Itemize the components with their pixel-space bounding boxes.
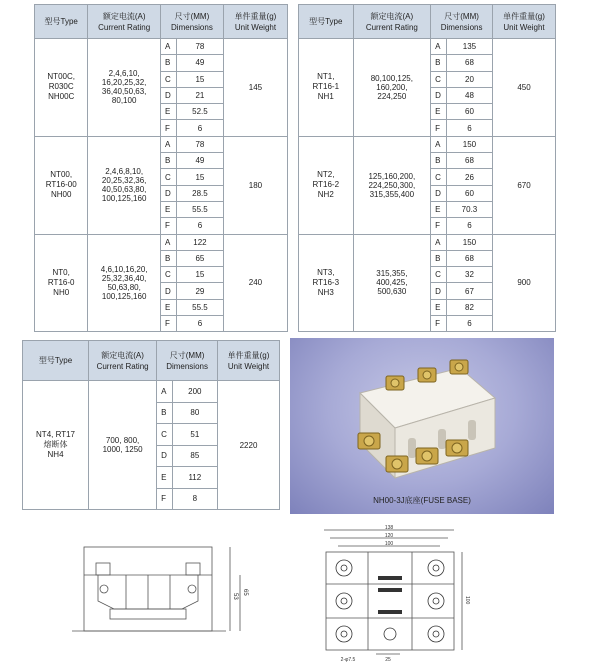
current-line: 100,125,160 xyxy=(101,291,147,301)
model-line: NH3 xyxy=(317,287,334,297)
model-line: NT2, xyxy=(317,170,335,180)
bottom-dim-25: 25 xyxy=(385,657,391,662)
current-line: 40,50,63,80, xyxy=(101,185,147,195)
table-row xyxy=(35,39,288,55)
dimension-letter: C xyxy=(431,71,447,87)
dimension-letter: F xyxy=(157,488,172,510)
dimension-letter: C xyxy=(160,267,176,283)
dimension-value: 6 xyxy=(176,316,223,332)
current-line: 100,125,160 xyxy=(101,194,147,204)
dimension-letter: A xyxy=(160,234,176,250)
dimension-value: 68 xyxy=(446,55,492,71)
header-dimensions: 尺寸(MM) Dimensions xyxy=(160,5,223,39)
current-line: 2,4,6,10, xyxy=(108,69,140,79)
top-view-drawing xyxy=(316,524,476,662)
dimension-letter: D xyxy=(431,185,447,201)
header-weight: 单件重量(g) Unit Weight xyxy=(223,5,287,39)
side-dim-65: 65 xyxy=(242,589,248,596)
dimension-letter: B xyxy=(160,153,176,169)
header-current: 额定电流(A) Current Rating xyxy=(89,341,157,381)
unit-weight-cell: 180 xyxy=(223,136,287,234)
model-line: NT00C, xyxy=(47,72,75,82)
dimension-value: 122 xyxy=(176,234,223,250)
dimension-letter: E xyxy=(160,201,176,217)
dimension-letter: E xyxy=(160,299,176,315)
dimension-value: 15 xyxy=(176,169,223,185)
dimension-letter: B xyxy=(431,153,447,169)
model-line: RT16-3 xyxy=(312,277,340,287)
dimension-value: 15 xyxy=(176,71,223,87)
model-line: RT16-00 xyxy=(45,180,77,190)
fuse-base-illustration xyxy=(290,338,554,514)
header-weight: 单件重量(g) Unit Weight xyxy=(218,341,280,381)
dimension-value: 78 xyxy=(176,136,223,152)
dimension-letter: E xyxy=(431,299,447,315)
dimension-value: 150 xyxy=(446,136,492,152)
dimension-value: 60 xyxy=(446,185,492,201)
dimension-letter: B xyxy=(431,55,447,71)
model-line: RT16-1 xyxy=(312,82,340,92)
dimension-value: 112 xyxy=(172,467,217,489)
dimension-letter: C xyxy=(431,169,447,185)
right-dim-100: 100 xyxy=(464,596,470,605)
dimension-letter: C xyxy=(160,169,176,185)
model-line: RT16-0 xyxy=(47,277,75,287)
dimension-value: 20 xyxy=(446,71,492,87)
dimension-value: 82 xyxy=(446,299,492,315)
model-line: 熔断体 xyxy=(43,440,68,449)
current-line: 315,355,400 xyxy=(369,189,415,199)
dimension-letter: F xyxy=(431,316,447,332)
model-line: NH00C xyxy=(48,92,75,102)
dimension-value: 65 xyxy=(176,250,223,266)
fuse-base-photo xyxy=(290,338,554,514)
header-dimensions: 尺寸(MM) Dimensions xyxy=(431,5,493,39)
dimension-letter: D xyxy=(160,185,176,201)
dimension-value: 150 xyxy=(446,234,492,250)
model-line: NT4, RT17 xyxy=(36,430,76,439)
hole-dim: 2-φ7.5 xyxy=(340,657,356,662)
current-line: 700, 800, xyxy=(105,436,140,445)
table-row xyxy=(299,234,556,250)
side-dim-53: 53 xyxy=(232,593,238,600)
top-dim-100: 100 xyxy=(384,541,394,547)
model-cell xyxy=(35,136,88,234)
dimension-value: 68 xyxy=(446,250,492,266)
current-line: 224,250 xyxy=(377,91,407,101)
table-row xyxy=(299,39,556,55)
header-current: 额定电流(A) Current Rating xyxy=(353,5,431,39)
unit-weight-cell: 670 xyxy=(493,136,556,234)
current-line: 400,425, xyxy=(376,278,408,288)
dimension-value: 135 xyxy=(446,39,492,55)
dimension-value: 85 xyxy=(172,445,217,467)
model-line: NH1 xyxy=(317,92,334,102)
dimension-value: 6 xyxy=(176,218,223,234)
dimension-value: 28.5 xyxy=(176,185,223,201)
dimension-letter: A xyxy=(157,381,172,403)
header-weight: 单件重量(g) Unit Weight xyxy=(493,5,556,39)
model-line: RT16-2 xyxy=(312,180,340,190)
dimension-letter: A xyxy=(431,39,447,55)
current-line: 500,630 xyxy=(377,287,407,297)
dimension-value: 55.5 xyxy=(176,201,223,217)
unit-weight-cell: 240 xyxy=(223,234,287,332)
dimension-letter: A xyxy=(431,234,447,250)
current-rating-cell xyxy=(353,39,431,137)
dimension-value: 80 xyxy=(172,402,217,424)
top-dim-138: 138 xyxy=(384,525,394,531)
unit-weight-cell: 2220 xyxy=(218,381,280,510)
header-type: 型号Type xyxy=(23,341,89,381)
current-line: 25,32,36,40, xyxy=(101,273,147,283)
model-cell xyxy=(299,234,354,332)
dimension-letter: D xyxy=(431,283,447,299)
current-line: 36,40,50,63, xyxy=(101,87,147,97)
current-line: 50,63,80, xyxy=(107,282,141,292)
header-type: 型号Type xyxy=(299,5,354,39)
dimension-letter: B xyxy=(431,250,447,266)
dimension-value: 78 xyxy=(176,39,223,55)
dimension-value: 67 xyxy=(446,283,492,299)
dimension-value: 55.5 xyxy=(176,299,223,315)
dimension-value: 68 xyxy=(446,153,492,169)
unit-weight-cell: 900 xyxy=(493,234,556,332)
current-line: 1000, 1250 xyxy=(102,445,143,454)
dimension-letter: C xyxy=(157,424,172,446)
dimension-letter: E xyxy=(160,104,176,120)
dimension-letter: C xyxy=(431,267,447,283)
header-dimensions: 尺寸(MM) Dimensions xyxy=(157,341,218,381)
dimension-value: 15 xyxy=(176,267,223,283)
current-line: 125,160,200, xyxy=(368,171,416,181)
dimension-value: 51 xyxy=(172,424,217,446)
dimension-value: 26 xyxy=(446,169,492,185)
fuse-spec-table-3 xyxy=(22,340,280,510)
model-line: NH2 xyxy=(317,190,334,200)
model-line: NH00 xyxy=(50,190,72,200)
dimension-letter: F xyxy=(160,120,176,136)
current-line: 224,250,300, xyxy=(368,180,416,190)
dimension-letter: E xyxy=(431,104,447,120)
current-rating-cell xyxy=(88,234,161,332)
dimension-value: 6 xyxy=(176,120,223,136)
dimension-letter: A xyxy=(431,136,447,152)
dimension-letter: A xyxy=(160,39,176,55)
dimension-letter: E xyxy=(157,467,172,489)
current-line: 160,200, xyxy=(376,82,408,92)
fuse-spec-table-2 xyxy=(298,4,556,332)
model-cell xyxy=(299,39,354,137)
current-rating-cell xyxy=(89,381,157,510)
dimension-value: 6 xyxy=(446,218,492,234)
unit-weight-cell: 145 xyxy=(223,39,287,137)
dimension-value: 6 xyxy=(446,316,492,332)
current-line: 4,6,10,16,20, xyxy=(100,264,148,274)
dimension-value: 8 xyxy=(172,488,217,510)
dimension-value: 29 xyxy=(176,283,223,299)
dimension-letter: E xyxy=(431,201,447,217)
model-line: NT1, xyxy=(317,72,335,82)
model-line: NT3, xyxy=(317,267,335,277)
header-current: 额定电流(A) Current Rating xyxy=(88,5,161,39)
table-row xyxy=(35,234,288,250)
dimension-value: 200 xyxy=(172,381,217,403)
current-rating-cell xyxy=(88,39,161,137)
dimension-value: 49 xyxy=(176,153,223,169)
current-line: 2,4,6,8,10, xyxy=(105,167,144,177)
dimension-letter: B xyxy=(160,55,176,71)
current-line: 80,100,125, xyxy=(370,73,413,83)
current-line: 80,100 xyxy=(111,96,137,106)
dimension-letter: D xyxy=(160,87,176,103)
dimension-value: 52.5 xyxy=(176,104,223,120)
dimension-letter: F xyxy=(431,120,447,136)
model-line: NT0, xyxy=(52,267,70,277)
model-line: NH0 xyxy=(53,287,70,297)
current-line: 315,355, xyxy=(376,269,408,279)
dimension-value: 48 xyxy=(446,87,492,103)
dimension-letter: D xyxy=(431,87,447,103)
model-line: NH4 xyxy=(47,450,64,459)
current-line: 20,25,32,36, xyxy=(101,176,147,186)
model-cell xyxy=(23,381,89,510)
dimension-value: 32 xyxy=(446,267,492,283)
header-type: 型号Type xyxy=(35,5,88,39)
current-rating-cell xyxy=(88,136,161,234)
model-cell xyxy=(35,234,88,332)
dimension-value: 49 xyxy=(176,55,223,71)
dimension-value: 60 xyxy=(446,104,492,120)
unit-weight-cell: 450 xyxy=(493,39,556,137)
model-cell xyxy=(35,39,88,137)
current-rating-cell xyxy=(353,234,431,332)
dimension-letter: F xyxy=(160,316,176,332)
photo-caption: NH00-3J底座(FUSE BASE) xyxy=(373,496,471,505)
dimension-letter: F xyxy=(160,218,176,234)
dimension-letter: B xyxy=(160,250,176,266)
dimension-value: 6 xyxy=(446,120,492,136)
model-cell xyxy=(299,136,354,234)
table-row xyxy=(35,136,288,152)
table-row xyxy=(299,136,556,152)
model-line: NT00, xyxy=(50,170,73,180)
table-row xyxy=(23,381,280,403)
current-line: 16,20,25,32, xyxy=(101,78,147,88)
fuse-spec-table-1 xyxy=(34,4,288,332)
dimension-letter: D xyxy=(160,283,176,299)
dimension-letter: D xyxy=(157,445,172,467)
dimension-value: 21 xyxy=(176,87,223,103)
dimension-letter: C xyxy=(160,71,176,87)
dimension-letter: B xyxy=(157,402,172,424)
dimension-value: 70.3 xyxy=(446,201,492,217)
dimension-letter: A xyxy=(160,136,176,152)
current-rating-cell xyxy=(353,136,431,234)
side-view-drawing xyxy=(66,545,252,645)
model-line: R030C xyxy=(48,82,74,92)
dimension-letter: F xyxy=(431,218,447,234)
top-dim-120: 120 xyxy=(384,533,394,539)
